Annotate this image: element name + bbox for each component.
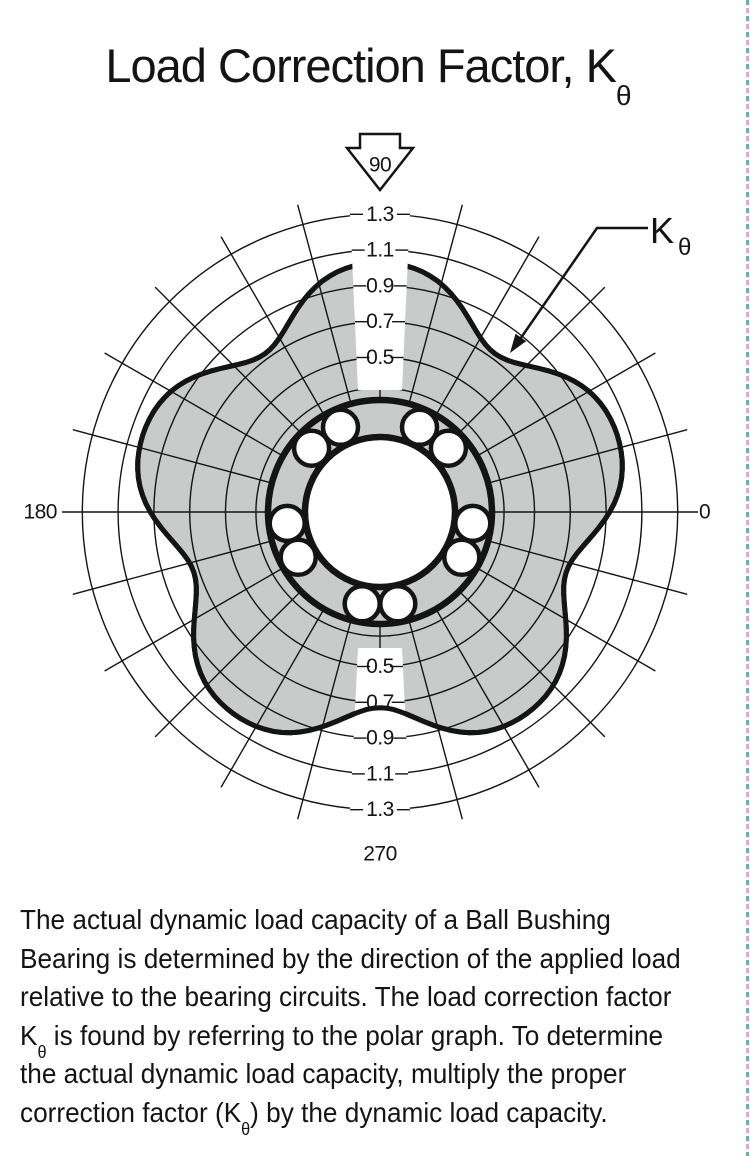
radial-tick-label: 0.7 bbox=[366, 690, 394, 714]
description-line: Bearing is determined by the direction of the applied load bbox=[20, 942, 681, 974]
callout-label-K: K bbox=[650, 210, 674, 251]
bearing-ball bbox=[281, 540, 316, 575]
description-line: The actual dynamic load capacity of a Ball Bushing bbox=[20, 904, 611, 935]
radial-tick-label: 1.1 bbox=[366, 762, 394, 786]
radial-tick-label: 0.7 bbox=[366, 310, 394, 334]
bearing-ball bbox=[294, 431, 329, 466]
callout-label-theta: θ bbox=[678, 234, 691, 261]
theta-subscript: θ bbox=[241, 1119, 251, 1140]
page-title-text: Load Correction Factor, K bbox=[105, 39, 616, 92]
callout-leader-line bbox=[516, 228, 648, 345]
angle-label-0: 0 bbox=[699, 500, 711, 524]
angle-label-90: 90 bbox=[368, 153, 392, 177]
bearing-ball bbox=[455, 506, 490, 541]
bearing-ball bbox=[270, 506, 305, 541]
radial-tick-label: 0.9 bbox=[366, 274, 394, 298]
description-line: correction factor $(K_\theta)$ by the dynamic load capacity. bbox=[20, 1096, 608, 1140]
bearing-ball bbox=[444, 540, 479, 575]
radial-tick-label: 1.3 bbox=[366, 202, 394, 226]
radial-tick-label: 0.9 bbox=[366, 726, 394, 750]
direction-arrow-90 bbox=[347, 134, 413, 190]
bearing-graphic bbox=[268, 400, 492, 624]
description-paragraph bbox=[20, 901, 750, 1140]
radial-tick-label: 1.3 bbox=[366, 798, 394, 822]
theta-subscript: θ bbox=[37, 1042, 47, 1063]
radial-tick-label: 0.5 bbox=[366, 655, 394, 678]
radial-tick-label: 1.1 bbox=[366, 238, 394, 262]
ktheta-callout bbox=[510, 210, 691, 353]
bearing-ball bbox=[402, 410, 437, 445]
description-line: the actual dynamic load capacity, multiply the proper bbox=[20, 1058, 627, 1089]
radial-tick-label: 0.5 bbox=[366, 346, 394, 369]
bearing-ball bbox=[380, 586, 415, 621]
description-line: $K_\theta$ is found by referring to the polar graph. To determine bbox=[20, 1019, 664, 1063]
angle-label-180: 180 bbox=[23, 500, 57, 524]
page-title-subscript: θ bbox=[615, 79, 631, 112]
description-line: relative to the bearing circuits. The load correction factor bbox=[20, 981, 672, 1012]
page-edge-dashed-border bbox=[746, 0, 749, 1156]
bearing-ball bbox=[345, 586, 380, 621]
angle-label-270: 270 bbox=[363, 842, 397, 866]
